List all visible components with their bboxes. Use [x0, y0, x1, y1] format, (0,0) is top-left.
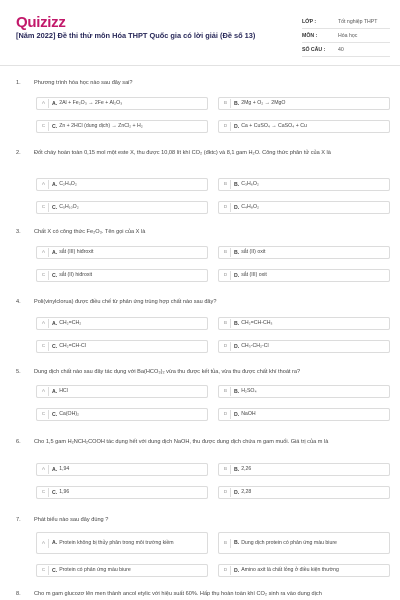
page-title: [Năm 2022] Đề thi thử môn Hóa THPT Quốc gia có lời giải (Đề số 13) [16, 31, 256, 40]
option-letter-box: D [221, 488, 231, 497]
answer-option-d[interactable] [218, 486, 390, 499]
question-5 [16, 368, 390, 418]
quizizz-logo: Quizizz [16, 14, 66, 31]
option-text: Ca + CuSO₄ → CaSO₄ + Cu [241, 123, 307, 130]
answer-option-c[interactable] [36, 120, 208, 133]
option-letter-box: A [39, 539, 49, 548]
option-letter-box: C [39, 566, 49, 575]
question-number: 8. [16, 591, 21, 597]
option-text: NaOH [241, 411, 256, 418]
answer-option-d[interactable] [218, 269, 390, 282]
answer-option-a[interactable] [36, 385, 208, 398]
answer-option-b[interactable] [218, 385, 390, 398]
option-label: B. [234, 466, 240, 473]
question-2 [16, 149, 390, 211]
meta-table [302, 15, 390, 57]
option-label: C. [52, 272, 58, 279]
question-header [16, 298, 390, 306]
option-text: HCl [59, 388, 68, 395]
question-1 [16, 79, 390, 130]
question-text: Phương trình hóa học nào sau đây sai? [34, 80, 133, 86]
option-text: 2Al + Fe₂O₃ → 2Fe + Al₂O₃ [59, 100, 123, 107]
option-text: sắt (III) hiđroxit [59, 249, 94, 256]
question-4 [16, 298, 390, 350]
question-header [16, 79, 390, 87]
option-letter-box: B [221, 319, 231, 328]
answer-option-a[interactable] [36, 178, 208, 191]
option-text: CH₂=CH-CH₃ [241, 320, 273, 327]
option-letter-box: B [221, 180, 231, 189]
option-label: A. [52, 181, 58, 188]
question-number: 7. [16, 517, 21, 523]
answer-option-b[interactable] [218, 463, 390, 476]
option-text: Protein không bị thủy phân trong môi trường kiềm [59, 539, 174, 546]
option-text: Dung dịch protein có phản ứng màu biure [241, 539, 337, 546]
meta-key: SỐ CÂU : [302, 46, 326, 53]
option-letter-box: A [39, 465, 49, 474]
option-text: 1,94 [59, 466, 70, 473]
option-label: B. [234, 181, 240, 188]
option-label: D. [234, 567, 240, 574]
option-label: C. [52, 567, 58, 574]
option-text: 2Mg + O₂ → 2MgO [241, 100, 286, 107]
answer-option-a[interactable] [36, 97, 208, 110]
answer-option-c[interactable] [36, 201, 208, 214]
option-letter-box: B [221, 465, 231, 474]
question-text: Cho 1,5 gam H₂NCH₂COOH tác dụng hết với dung dịch NaOH, thu được dung dịch chứa m gam muối. Giá trị của m là [34, 439, 329, 445]
option-label: D. [234, 272, 240, 279]
answer-option-c[interactable] [36, 269, 208, 282]
answer-option-b[interactable] [218, 532, 390, 554]
option-letter-box: C [39, 122, 49, 131]
answer-option-b[interactable] [218, 178, 390, 191]
option-text: 1,96 [59, 489, 70, 496]
option-label: C. [52, 489, 58, 496]
option-letter-box: C [39, 488, 49, 497]
question-text: Cho m gam glucozơ lên men thành ancol etylic với hiệu suất 60%. Hấp thụ hoàn toàn khí CO₂ sinh ra vào dung dịch [34, 591, 322, 597]
option-letter-box: A [39, 248, 49, 257]
question-header [16, 438, 390, 446]
option-text: sắt (II) oxit [241, 249, 266, 256]
option-label: B. [234, 388, 240, 395]
option-label: A. [52, 466, 58, 473]
option-letter-box: B [221, 387, 231, 396]
option-text: 2,28 [241, 489, 252, 496]
option-letter-box: D [221, 271, 231, 280]
answer-option-d[interactable] [218, 340, 390, 353]
meta-value: Tốt nghiệp THPT [338, 18, 378, 25]
option-text: Protein có phản ứng màu biure [59, 567, 131, 574]
question-header [16, 516, 390, 524]
question-header [16, 149, 390, 157]
question-8 [16, 590, 390, 598]
answer-option-c[interactable] [36, 408, 208, 421]
meta-value: 40 [338, 46, 344, 53]
option-letter-box: D [221, 342, 231, 351]
header-divider [0, 65, 400, 66]
question-3 [16, 228, 390, 279]
option-label: A. [52, 388, 58, 395]
meta-key: MÔN : [302, 32, 318, 39]
option-text: H₂SO₄ [241, 388, 257, 395]
option-label: C. [52, 343, 58, 350]
question-number: 1. [16, 80, 21, 86]
meta-value: Hóa học [338, 32, 358, 39]
option-letter-box: D [221, 122, 231, 131]
option-letter-box: D [221, 566, 231, 575]
option-label: B. [234, 100, 240, 107]
answer-option-d[interactable] [218, 201, 390, 214]
option-label: D. [234, 411, 240, 418]
option-text: Zn + 2HCl (dung dịch) → ZnCl₂ + H₂ [59, 123, 143, 130]
option-label: A. [52, 249, 58, 256]
option-letter-box: A [39, 180, 49, 189]
option-letter-box: D [221, 203, 231, 212]
option-label: D. [234, 489, 240, 496]
option-text: CH₂=CH-Cl [59, 343, 86, 350]
option-letter-box: B [221, 539, 231, 548]
answer-option-b[interactable] [218, 97, 390, 110]
option-label: B. [234, 249, 240, 256]
option-text: Amino axit là chất lỏng ở điều kiện thường [241, 567, 339, 574]
answer-option-d[interactable] [218, 564, 390, 577]
answer-option-c[interactable] [36, 564, 208, 577]
question-header [16, 590, 390, 598]
option-letter-box: A [39, 99, 49, 108]
question-text: Dung dịch chất nào sau đây tác dụng với Ba(HCO₃)₂ vừa thu được kết tủa, vừa thu được chất khí thoát ra? [34, 369, 301, 375]
option-label: B. [234, 540, 240, 546]
option-letter-box: A [39, 387, 49, 396]
question-text: Đốt cháy hoàn toàn 0,15 mol một este X, thu được 10,08 lít khí CO₂ (đktc) và 8,1 gam H₂O. Công thức phân tử của X là [34, 150, 331, 156]
answer-option-b[interactable] [218, 317, 390, 330]
option-text: sắt (III) oxit [241, 272, 267, 279]
answer-option-a[interactable] [36, 463, 208, 476]
answer-option-a[interactable] [36, 532, 208, 554]
question-number: 4. [16, 299, 21, 305]
option-label: C. [52, 123, 58, 130]
question-text: Poli(vinylclorua) được điều chế từ phản ứng trùng hợp chất nào sau đây? [34, 299, 217, 305]
option-label: D. [234, 123, 240, 130]
option-letter-box: B [221, 99, 231, 108]
question-number: 6. [16, 439, 21, 445]
answer-option-d[interactable] [218, 408, 390, 421]
question-text: Phát biểu nào sau đây đúng ? [34, 517, 109, 523]
option-text: sắt (II) hiđroxit [59, 272, 93, 279]
option-label: D. [234, 204, 240, 211]
question-7 [16, 516, 390, 574]
question-text: Chất X có công thức Fe₂O₃. Tên gọi của X là [34, 229, 146, 235]
option-label: A. [52, 100, 58, 107]
answer-option-c[interactable] [36, 486, 208, 499]
answer-option-b[interactable] [218, 246, 390, 259]
meta-key: LỚP : [302, 18, 317, 25]
option-letter-box: B [221, 248, 231, 257]
option-letter-box: C [39, 410, 49, 419]
question-number: 3. [16, 229, 21, 235]
option-letter-box: A [39, 319, 49, 328]
option-letter-box: C [39, 342, 49, 351]
option-text: Ca(OH)₂ [59, 411, 80, 418]
option-text: 2,26 [241, 466, 252, 473]
option-text: C₂H₄O₂ [59, 181, 77, 188]
question-number: 2. [16, 150, 21, 156]
answer-option-c[interactable] [36, 340, 208, 353]
option-text: CH₃-CH₂-Cl [241, 343, 269, 350]
option-label: D. [234, 343, 240, 350]
meta-row-subject [302, 29, 390, 43]
question-header [16, 368, 390, 376]
option-text: C₅H₁₀O₂ [59, 204, 79, 211]
meta-row-class [302, 15, 390, 29]
answer-option-a[interactable] [36, 246, 208, 259]
option-label: C. [52, 411, 58, 418]
option-label: A. [52, 320, 58, 327]
option-text: C₄H₈O₂ [241, 204, 259, 211]
answer-option-a[interactable] [36, 317, 208, 330]
question-6 [16, 438, 390, 496]
meta-row-count [302, 43, 390, 57]
option-text: CH₂=CH₂ [59, 320, 82, 327]
option-letter-box: C [39, 271, 49, 280]
option-letter-box: C [39, 203, 49, 212]
option-label: C. [52, 204, 58, 211]
question-number: 5. [16, 369, 21, 375]
option-letter-box: D [221, 410, 231, 419]
answer-option-d[interactable] [218, 120, 390, 133]
option-label: A. [52, 540, 58, 546]
option-label: B. [234, 320, 240, 327]
option-text: C₃H₆O₂ [241, 181, 259, 188]
question-header [16, 228, 390, 236]
